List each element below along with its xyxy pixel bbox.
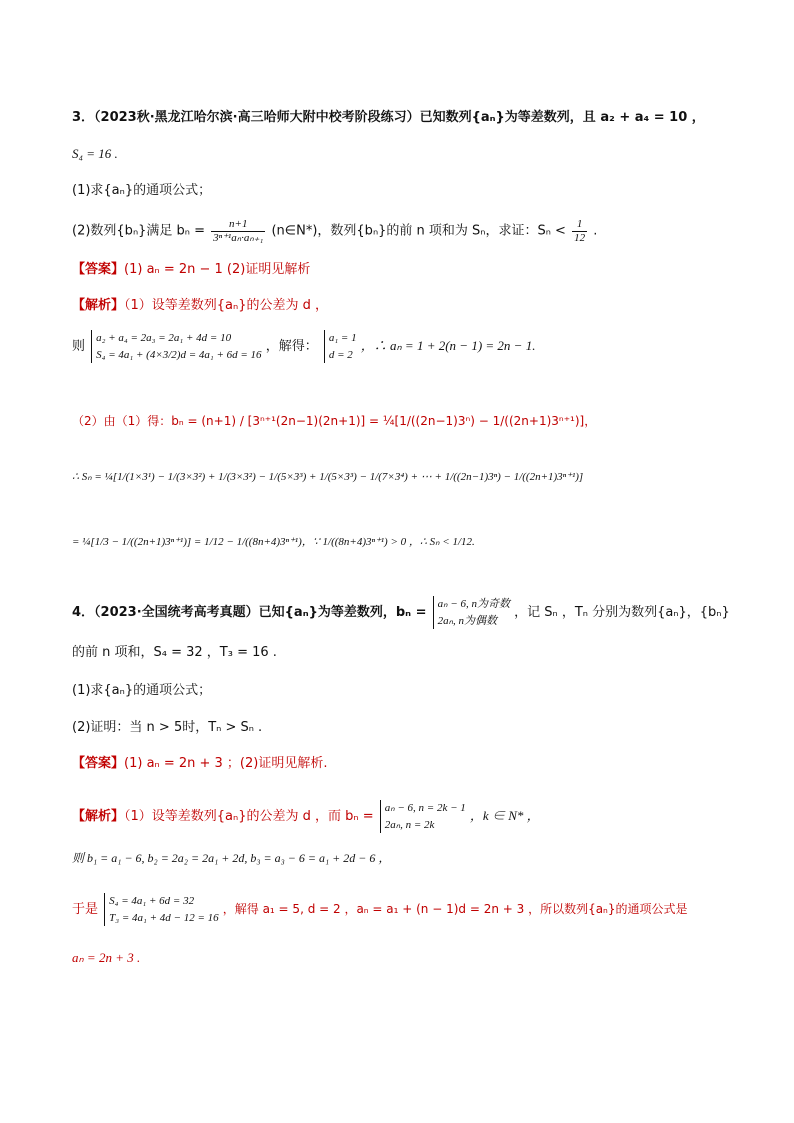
q3-part2-prefix: (2)数列{bₙ}满足 bₙ = [72, 223, 205, 239]
q4-bn-row2: 2aₙ, n = 2k [384, 818, 435, 831]
q3-bn-decomposition: （2）由（1）得：bₙ = (n+1) / [3ⁿ⁺¹(2n−1)(2n+1)] = ¼[1/((2n−1)3ⁿ) − 1/((2n+1)3ⁿ⁺¹)]， [72, 414, 597, 428]
q4-b-values-line [72, 851, 390, 865]
q4-analysis-heading [72, 800, 540, 833]
q4-system-tail: ，解得 a₁ = 5, d = 2 ，aₙ = a₁ + (n − 1)d = 2n + 3 ，所以数列{aₙ}的通项公式是 [222, 902, 688, 916]
q3-bn-numerator: n+1 [229, 218, 248, 230]
q3-part1: (1)求{aₙ}的通项公式； [72, 183, 212, 198]
q3-system-lead: 则 [72, 339, 86, 354]
q3-answer-text: (1) aₙ = 2n − 1 (2)证明见解析 [124, 262, 311, 277]
q3-sum-expression: ∴ Sₙ = ¼[1/(1×3¹) − 1/(3×3²) + 1/(3×3²) − 1/(5×3³) + 1/(5×3³) − 1/(7×3⁴) + ⋯ + 1/((2n−1)3ⁿ) − 1/((2n+1)3ⁿ⁺¹)] [72, 471, 584, 483]
q4-system-lead: 于是 [72, 902, 99, 917]
q3-analysis-heading [72, 298, 328, 314]
q3-final-expression: = ¼[1/3 − 1/((2n+1)3ⁿ⁺¹)] = 1/12 − 1/((8n+4)3ⁿ⁺¹)，∵ 1/((8n+4)3ⁿ⁺¹) > 0 ，∴ Sₙ < 1/12. [72, 536, 475, 548]
q3-system-row2: S₄ = 4a₁ + (4×3/2)d = 4a₁ + 6d = 16 [96, 348, 262, 361]
q4-piecewise-brace [433, 596, 510, 629]
q4-stem-line2: 的前 n 项和，S₄ = 32 ，T₃ = 16 . [72, 645, 277, 660]
q4-part1: (1)求{aₙ}的通项公式； [72, 683, 212, 698]
q3-bound-fraction [572, 218, 587, 244]
q3-sum-line [72, 470, 583, 484]
q3-system-mid: ，解得： [265, 339, 318, 354]
q3-bound-numerator: 1 [576, 218, 583, 230]
q4-stem-suffix: ，记 Sₙ ，Tₙ 分别为数列{aₙ}，{bₙ} [514, 605, 730, 620]
q3-system-brace [91, 330, 261, 363]
q4-final-expression: aₙ = 2n + 3 . [72, 950, 141, 965]
q3-final-line [72, 535, 475, 549]
q4-stem-prefix: 4．（2023·全国统考高考真题）已知{aₙ}为等差数列，bₙ = [72, 605, 427, 620]
q4-system-brace [104, 893, 218, 926]
q3-solution-row2: d = 2 [328, 348, 353, 361]
q4-piecewise-row2: 2aₙ, n为偶数 [437, 614, 498, 627]
q3-system-row1: a₂ + a₄ = 2a₃ = 2a₁ + 4d = 10 [96, 332, 232, 344]
q3-solution-brace [324, 330, 357, 363]
q4-bn-row1: aₙ − 6, n = 2k − 1 [384, 802, 466, 814]
q4-analysis-label: 【解析】 [72, 809, 125, 824]
q4-stem-line1 [72, 596, 730, 629]
q4-answer [72, 756, 327, 772]
q3-bound-denominator: 12 [574, 231, 586, 244]
q3-stem-line2: S₄ = 16 . [72, 146, 118, 161]
q3-answer [72, 262, 310, 278]
q4-analysis-prefix: （1）设等差数列{aₙ}的公差为 d ，而 bₙ = [124, 809, 374, 824]
q4-piecewise-row1: aₙ − 6, n为奇数 [437, 598, 510, 610]
q3-analysis-line1: （1）设等差数列{aₙ}的公差为 d ， [124, 298, 328, 313]
q4-answer-text: (1) aₙ = 2n + 3 ；(2)证明见解析. [124, 756, 328, 771]
q4-system-line [72, 893, 687, 926]
q4-system-row1: S₄ = 4a₁ + 6d = 32 [109, 895, 195, 907]
q4-answer-label: 【答案】 [72, 756, 125, 771]
q4-system-row2: T₃ = 4a₁ + 4d − 12 = 16 [109, 911, 219, 924]
q4-bn-brace [380, 800, 466, 833]
q4-final-line [72, 950, 140, 967]
q3-part2-derivation [72, 414, 596, 428]
q3-stem-line1: 3．（2023秋·黑龙江哈尔滨·高三哈师大附中校考阶段练习）已知数列{aₙ}为等差数列，且 a₂ + a₄ = 10 ， [72, 110, 705, 125]
q3-analysis-label: 【解析】 [72, 298, 125, 313]
q4-analysis-suffix: ，k ∈ N* ， [469, 808, 540, 823]
q3-part2-suffix: (n∈N*)，数列{bₙ}的前 n 项和为 Sₙ，求证：Sₙ < [271, 223, 566, 239]
q3-system-line [72, 330, 535, 363]
q4-b-values: 则 b₁ = a₁ − 6, b₂ = 2a₂ = 2a₁ + 2d, b₃ = a₃ − 6 = a₁ + 2d − 6 ， [72, 851, 391, 865]
q3-system-tail: ，∴ aₙ = 1 + 2(n − 1) = 2n − 1. [360, 338, 536, 353]
q3-answer-label: 【答案】 [72, 262, 125, 277]
q3-bn-fraction [211, 218, 265, 244]
q3-solution-row1: a₁ = 1 [328, 332, 357, 344]
q3-part2: (2)数列{bₙ}满足 bₙ = $\frac{n+1}{\text{3ⁿ⁺¹aₙ·aₙ₊₁}}$ (n∈N*)，数列{bₙ}的前 n 项和为 Sₙ，求证：Sₙ < $\frac{1}{12}$ . [72, 218, 598, 244]
q4-part2: (2)证明：当 n > 5时，Tₙ > Sₙ . [72, 720, 263, 735]
q3-bn-denominator: 3ⁿ⁺¹aₙ·aₙ₊₁ [213, 231, 264, 244]
